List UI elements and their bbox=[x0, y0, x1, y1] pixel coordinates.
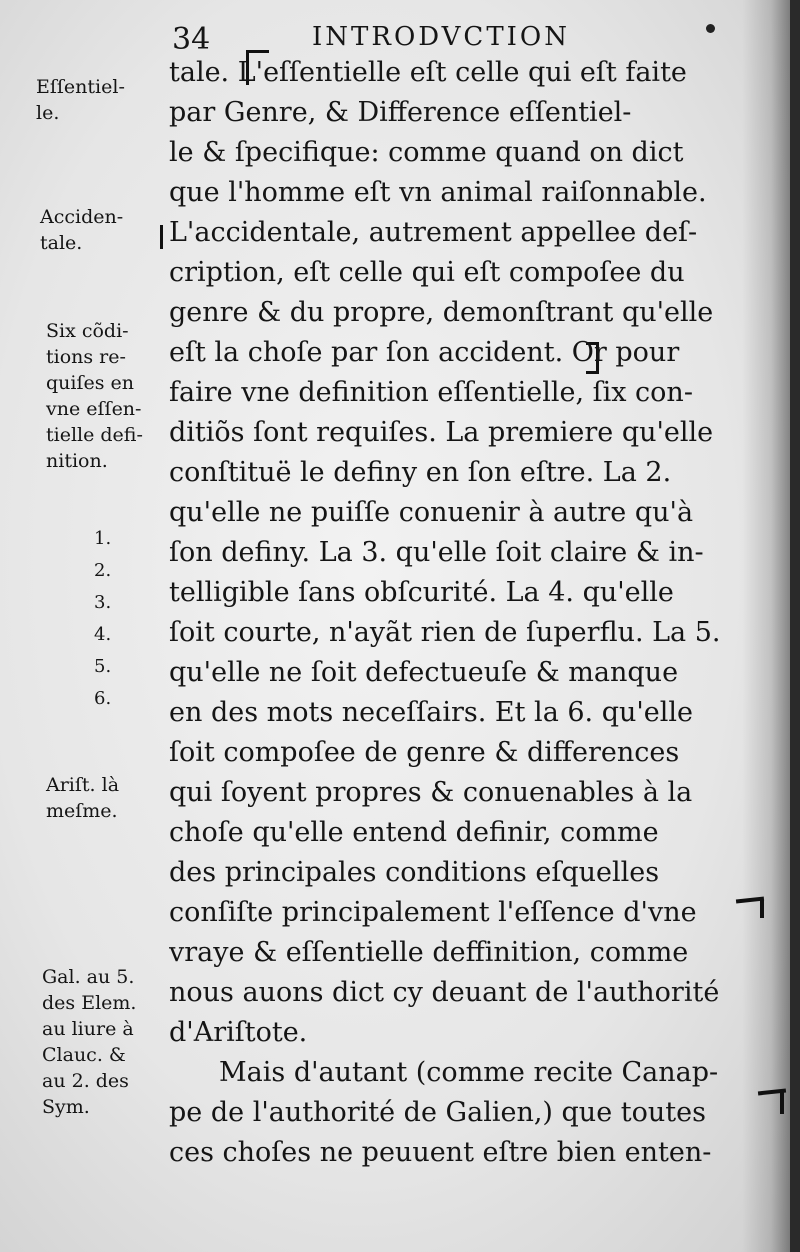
margin-line: au liure à bbox=[42, 1018, 134, 1040]
margin-line: Acciden- bbox=[40, 206, 124, 228]
text-line: ſon definy. La 3. qu'elle ſoit claire & in- bbox=[169, 537, 704, 568]
margin-line: meſme. bbox=[46, 800, 118, 822]
margin-number: 4. bbox=[94, 624, 112, 645]
margin-line: des Elem. bbox=[42, 992, 137, 1014]
text-line: nous auons dict cy deuant de l'authorité bbox=[169, 977, 720, 1008]
pen-mark bbox=[780, 1092, 784, 1114]
text-line: pe de l'authorité de Galien,) que toutes bbox=[169, 1097, 706, 1128]
text-line: ſoit compoſee de genre & differences bbox=[169, 737, 680, 768]
margin-number: 1. bbox=[94, 528, 112, 549]
text-line: qu'elle ne puiſſe conuenir à autre qu'à bbox=[169, 497, 694, 528]
margin-line: Six cõdi- bbox=[46, 320, 129, 342]
margin-note-galien bbox=[42, 964, 177, 1120]
margin-line: nition. bbox=[46, 450, 108, 472]
text-line: Mais d'autant (comme recite Canap- bbox=[219, 1057, 719, 1088]
pen-mark bbox=[760, 900, 764, 918]
margin-number: 6. bbox=[94, 688, 112, 709]
margin-line: Clauc. & bbox=[42, 1044, 126, 1066]
text-line: faire vne definition eſſentielle, ſix con- bbox=[169, 377, 693, 408]
margin-note-six-conditions bbox=[46, 318, 181, 474]
margin-number: 3. bbox=[94, 592, 112, 613]
margin-line: Ariſt. là bbox=[46, 774, 120, 796]
margin-number: 5. bbox=[94, 656, 112, 677]
text-line: d'Ariſtote. bbox=[169, 1017, 308, 1048]
text-line: tale. L'eſſentielle eſt celle qui eſt faite bbox=[169, 57, 687, 88]
margin-line: quiſes en bbox=[46, 372, 135, 394]
margin-line: Sym. bbox=[42, 1096, 90, 1118]
margin-line: au 2. des bbox=[42, 1070, 129, 1092]
text-line: genre & du propre, demonſtrant qu'elle bbox=[169, 297, 714, 328]
running-head: INTRODVCTION bbox=[312, 22, 570, 52]
text-line: ſoit courte, n'ayãt rien de ſuperflu. La 5. bbox=[169, 617, 721, 648]
margin-line: le. bbox=[36, 102, 60, 124]
text-line: qu'elle ne ſoit defectueuſe & manque bbox=[169, 657, 679, 688]
ink-dot bbox=[706, 24, 715, 33]
margin-line: vne eſſen- bbox=[46, 398, 142, 420]
margin-line: tale. bbox=[40, 232, 83, 254]
body-text bbox=[169, 53, 744, 1173]
margin-line: tielle defi- bbox=[46, 424, 143, 446]
page-number: 34 bbox=[172, 22, 211, 57]
text-line: cription, eſt celle qui eſt compoſee du bbox=[169, 257, 685, 288]
margin-line: Eſſentiel- bbox=[36, 76, 125, 98]
page-edge bbox=[790, 0, 800, 1252]
margin-number: 2. bbox=[94, 560, 112, 581]
text-line: par Genre, & Difference eſſentiel- bbox=[169, 97, 632, 128]
text-line: conſtituë le definy en ſon eſtre. La 2. bbox=[169, 457, 672, 488]
text-line: le & ſpecifique: comme quand on dict bbox=[169, 137, 684, 168]
margin-numbered-list bbox=[94, 523, 111, 715]
text-line: conſiſte principalement l'eſſence d'vne bbox=[169, 897, 697, 928]
text-line: choſe qu'elle entend definir, comme bbox=[169, 817, 659, 848]
text-line: vraye & eſſentielle deffinition, comme bbox=[169, 937, 689, 968]
margin-note-accidentale bbox=[40, 204, 175, 256]
text-line: eſt la choſe par ſon accident. Or pour bbox=[169, 337, 680, 368]
text-line: L'accidentale, autrement appellee deſ- bbox=[169, 217, 698, 248]
text-line: ces choſes ne peuuent eſtre bien enten- bbox=[169, 1137, 712, 1168]
text-line: telligible ſans obſcurité. La 4. qu'elle bbox=[169, 577, 674, 608]
text-line: qui ſoyent propres & conuenables à la bbox=[169, 777, 693, 808]
text-line: des principales conditions eſquelles bbox=[169, 857, 660, 888]
text-line: ditiõs ſont requiſes. La premiere qu'elle bbox=[169, 417, 714, 448]
margin-note-essentielle bbox=[36, 74, 171, 126]
margin-note-aristote bbox=[46, 772, 181, 824]
margin-line: Gal. au 5. bbox=[42, 966, 135, 988]
text-line: que l'homme eſt vn animal raiſonnable. bbox=[169, 177, 707, 208]
text-line: en des mots neceſſairs. Et la 6. qu'elle bbox=[169, 697, 694, 728]
margin-line: tions re- bbox=[46, 346, 126, 368]
